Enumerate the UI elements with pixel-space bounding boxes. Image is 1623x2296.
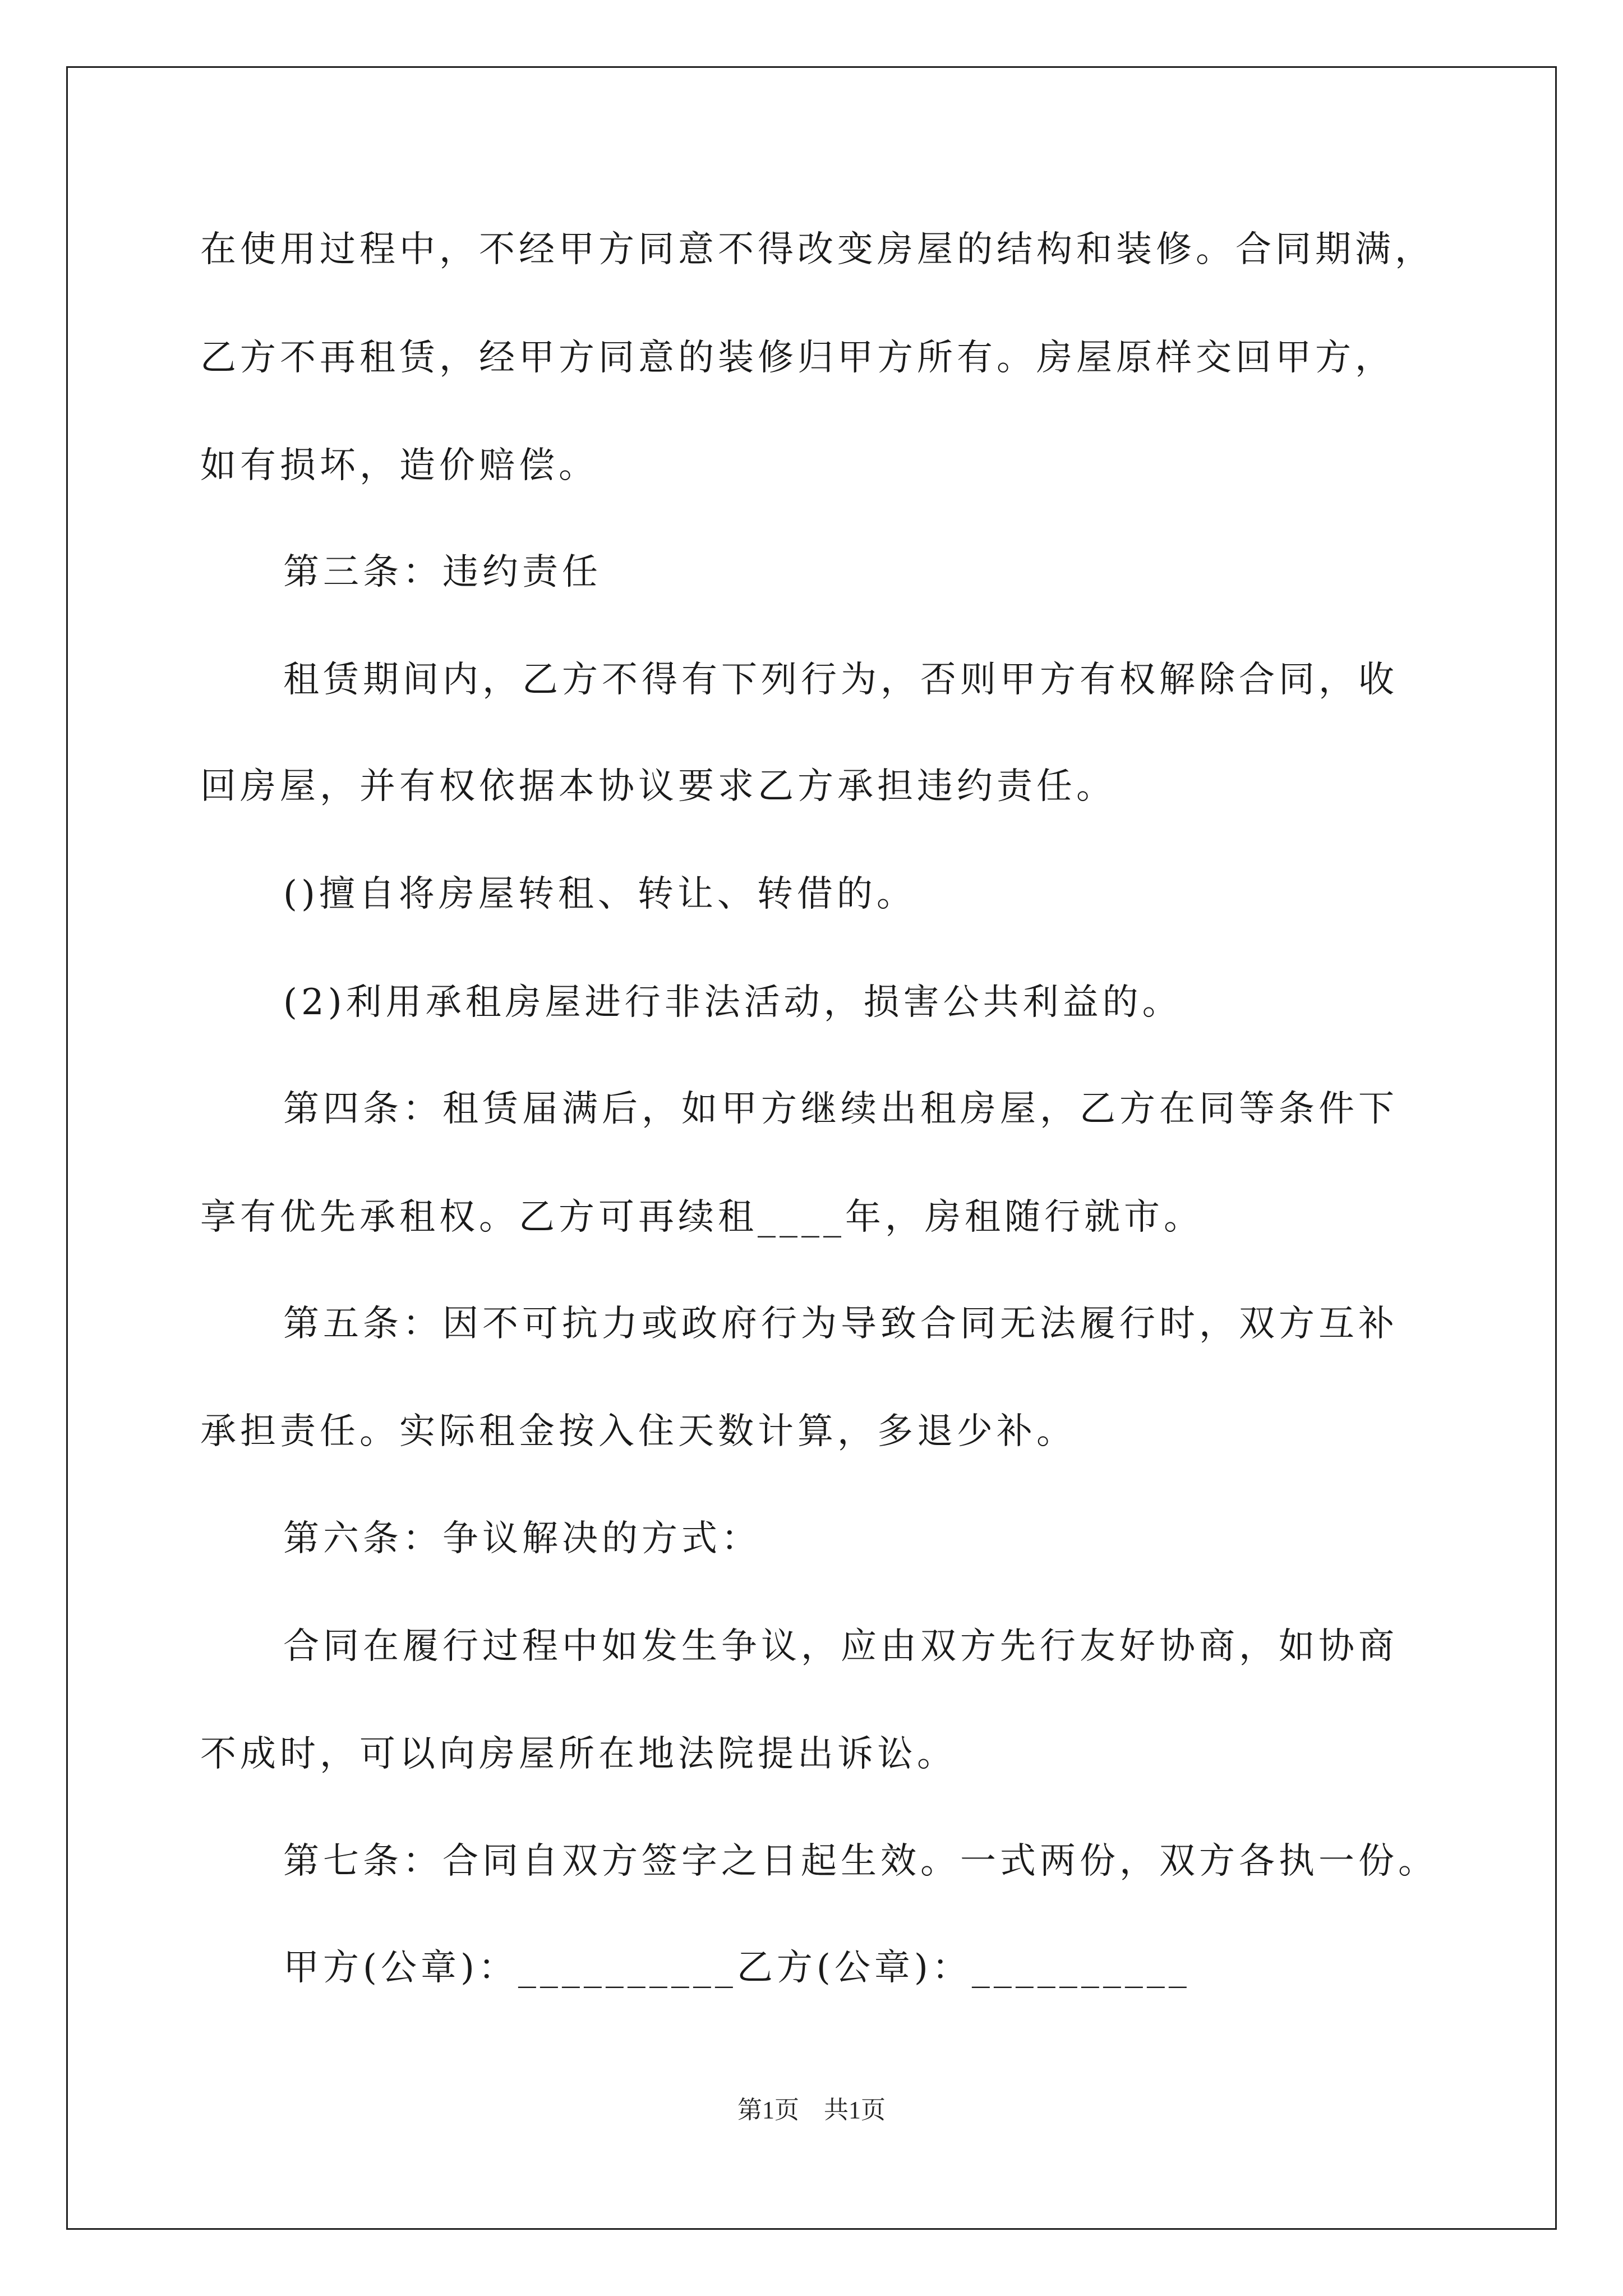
paragraph-line: 享有优先承租权。乙方可再续租____年，房租随行就市。: [200, 1197, 1204, 1238]
paragraph-line: 在使用过程中，不经甲方同意不得改变房屋的结构和装修。合同期满，: [200, 229, 1435, 270]
section-article-5: 第五条：因不可抗力或政府行为导致合同无法履行时，双方互补: [283, 1303, 1398, 1345]
paragraph-line: 合同在履行过程中如发生争议，应由双方先行友好协商，如协商: [283, 1626, 1398, 1667]
paragraph-line: 乙方不再租赁，经甲方同意的装修归甲方所有。房屋原样交回甲方，: [200, 337, 1395, 379]
page-footer: 第1页 共1页: [737, 2096, 886, 2124]
paragraph-line: 如有损坏，造价赔偿。: [200, 445, 598, 486]
section-heading-article-3: 第三条：违约责任: [283, 551, 602, 593]
section-heading-article-6: 第六条：争议解决的方式：: [283, 1518, 761, 1559]
page-border: [66, 66, 1557, 2230]
paragraph-line: 承担责任。实际租金按入住天数计算，多退少补。: [200, 1411, 1076, 1452]
section-article-7: 第七条：合同自双方签字之日起生效。一式两份，双方各执一份。: [283, 1841, 1438, 1882]
section-article-4: 第四条：租赁届满后，如甲方继续出租房屋，乙方在同等条件下: [283, 1088, 1398, 1130]
paragraph-line: 租赁期间内，乙方不得有下列行为，否则甲方有权解除合同，收: [283, 659, 1398, 701]
list-item-1: ()擅自将房屋转租、转让、转借的。: [283, 873, 916, 915]
list-item-2: (2)利用承租房屋进行非法活动，损害公共利益的。: [283, 982, 1182, 1023]
paragraph-line: 不成时，可以向房屋所在地法院提出诉讼。: [200, 1733, 957, 1775]
signature-line: 甲方(公章)：__________乙方(公章)：__________: [283, 1947, 1191, 1989]
paragraph-line: 回房屋，并有权依据本协议要求乙方承担违约责任。: [200, 766, 1116, 807]
